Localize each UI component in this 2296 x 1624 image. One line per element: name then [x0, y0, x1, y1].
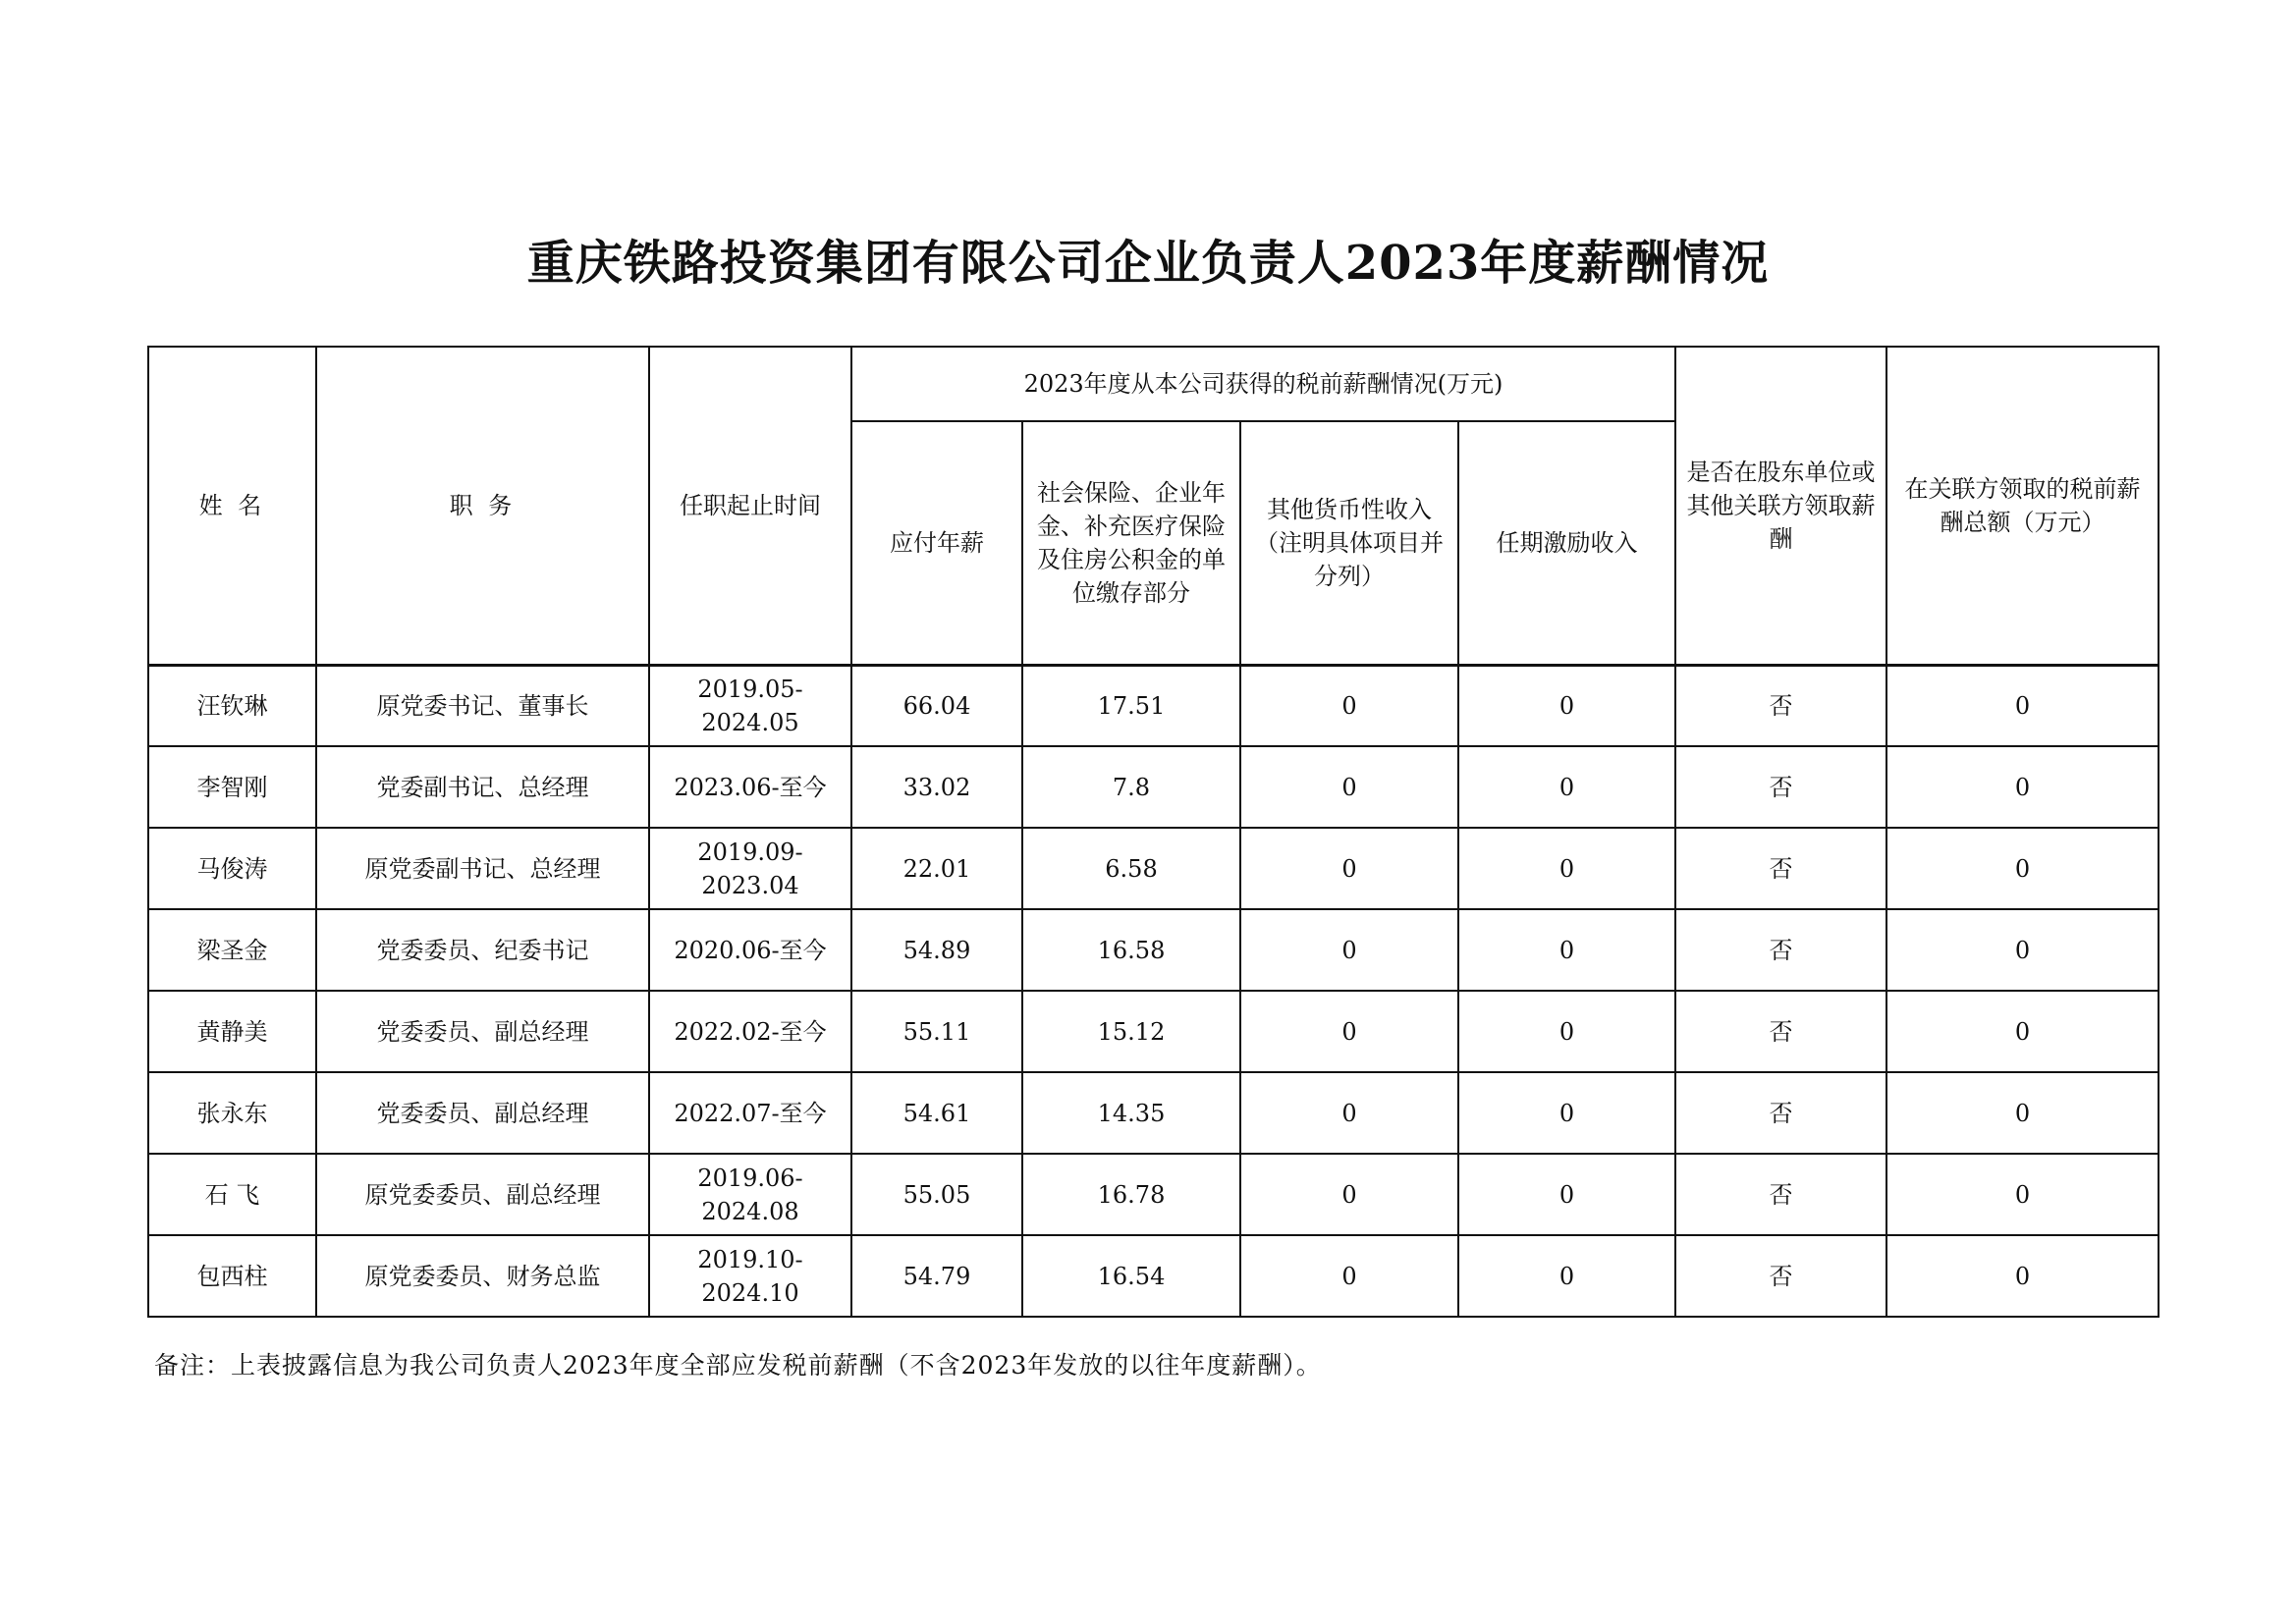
- header-incentive: 任期激励收入: [1458, 421, 1675, 665]
- cell-related-total: 0: [1886, 665, 2159, 746]
- cell-term: 2019.10-2024.10: [649, 1235, 851, 1317]
- cell-shareholder: 否: [1675, 828, 1886, 909]
- header-other-income: 其他货币性收入（注明具体项目并分列）: [1240, 421, 1458, 665]
- cell-other-income: 0: [1240, 1072, 1458, 1154]
- cell-insurance: 7.8: [1022, 746, 1240, 828]
- table-row: [148, 1072, 2159, 1154]
- cell-shareholder: 否: [1675, 1072, 1886, 1154]
- table-row: [148, 1154, 2159, 1235]
- cell-annual-salary: 66.04: [851, 665, 1022, 746]
- cell-related-total: 0: [1886, 1072, 2159, 1154]
- cell-shareholder: 否: [1675, 991, 1886, 1072]
- cell-incentive: 0: [1458, 909, 1675, 991]
- cell-other-income: 0: [1240, 991, 1458, 1072]
- cell-other-income: 0: [1240, 828, 1458, 909]
- header-name: 姓 名: [148, 347, 316, 665]
- cell-annual-salary: 55.11: [851, 991, 1022, 1072]
- cell-annual-salary: 54.61: [851, 1072, 1022, 1154]
- header-shareholder: 是否在股东单位或其他关联方领取薪酬: [1675, 347, 1886, 665]
- cell-related-total: 0: [1886, 909, 2159, 991]
- header-insurance: 社会保险、企业年金、补充医疗保险及住房公积金的单位缴存部分: [1022, 421, 1240, 665]
- cell-related-total: 0: [1886, 1235, 2159, 1317]
- cell-shareholder: 否: [1675, 1235, 1886, 1317]
- header-term: 任职起止时间: [649, 347, 851, 665]
- cell-name: 包西柱: [148, 1235, 316, 1317]
- cell-name: 石 飞: [148, 1154, 316, 1235]
- cell-insurance: 16.78: [1022, 1154, 1240, 1235]
- header-salary-group: 2023年度从本公司获得的税前薪酬情况(万元): [851, 347, 1675, 421]
- cell-term: 2019.09-2023.04: [649, 828, 851, 909]
- cell-annual-salary: 54.79: [851, 1235, 1022, 1317]
- cell-annual-salary: 33.02: [851, 746, 1022, 828]
- cell-other-income: 0: [1240, 1154, 1458, 1235]
- cell-position: 原党委委员、财务总监: [316, 1235, 649, 1317]
- cell-name: 汪钦琳: [148, 665, 316, 746]
- cell-incentive: 0: [1458, 665, 1675, 746]
- cell-term: 2022.02-至今: [649, 991, 851, 1072]
- cell-shareholder: 否: [1675, 665, 1886, 746]
- cell-incentive: 0: [1458, 1235, 1675, 1317]
- table-row: [148, 909, 2159, 991]
- cell-position: 党委委员、副总经理: [316, 991, 649, 1072]
- cell-other-income: 0: [1240, 909, 1458, 991]
- cell-name: 黄静美: [148, 991, 316, 1072]
- table-row: [148, 746, 2159, 828]
- header-related-total: 在关联方领取的税前薪酬总额（万元）: [1886, 347, 2159, 665]
- cell-position: 原党委副书记、总经理: [316, 828, 649, 909]
- salary-table: [147, 346, 2159, 1318]
- cell-incentive: 0: [1458, 991, 1675, 1072]
- cell-position: 党委委员、纪委书记: [316, 909, 649, 991]
- cell-name: 马俊涛: [148, 828, 316, 909]
- cell-name: 张永东: [148, 1072, 316, 1154]
- cell-insurance: 14.35: [1022, 1072, 1240, 1154]
- cell-term: 2019.05-2024.05: [649, 665, 851, 746]
- cell-incentive: 0: [1458, 1154, 1675, 1235]
- cell-insurance: 16.54: [1022, 1235, 1240, 1317]
- header-position: 职 务: [316, 347, 649, 665]
- table-row: [148, 828, 2159, 909]
- page-title: 重庆铁路投资集团有限公司企业负责人2023年度薪酬情况: [526, 236, 1770, 291]
- cell-incentive: 0: [1458, 746, 1675, 828]
- cell-name: 梁圣金: [148, 909, 316, 991]
- cell-term: 2019.06-2024.08: [649, 1154, 851, 1235]
- cell-insurance: 15.12: [1022, 991, 1240, 1072]
- cell-annual-salary: 54.89: [851, 909, 1022, 991]
- cell-insurance: 6.58: [1022, 828, 1240, 909]
- cell-annual-salary: 55.05: [851, 1154, 1022, 1235]
- cell-other-income: 0: [1240, 665, 1458, 746]
- cell-position: 原党委书记、董事长: [316, 665, 649, 746]
- cell-incentive: 0: [1458, 828, 1675, 909]
- cell-related-total: 0: [1886, 1154, 2159, 1235]
- cell-term: 2022.07-至今: [649, 1072, 851, 1154]
- cell-shareholder: 否: [1675, 1154, 1886, 1235]
- cell-term: 2020.06-至今: [649, 909, 851, 991]
- cell-related-total: 0: [1886, 828, 2159, 909]
- cell-insurance: 16.58: [1022, 909, 1240, 991]
- cell-other-income: 0: [1240, 746, 1458, 828]
- cell-incentive: 0: [1458, 1072, 1675, 1154]
- table-row: [148, 1235, 2159, 1317]
- cell-position: 原党委委员、副总经理: [316, 1154, 649, 1235]
- cell-other-income: 0: [1240, 1235, 1458, 1317]
- cell-shareholder: 否: [1675, 909, 1886, 991]
- header-annual-salary: 应付年薪: [851, 421, 1022, 665]
- cell-related-total: 0: [1886, 746, 2159, 828]
- table-row: [148, 665, 2159, 746]
- cell-term: 2023.06-至今: [649, 746, 851, 828]
- table-row: [148, 991, 2159, 1072]
- cell-annual-salary: 22.01: [851, 828, 1022, 909]
- cell-insurance: 17.51: [1022, 665, 1240, 746]
- cell-related-total: 0: [1886, 991, 2159, 1072]
- cell-name: 李智刚: [148, 746, 316, 828]
- cell-position: 党委委员、副总经理: [316, 1072, 649, 1154]
- cell-position: 党委副书记、总经理: [316, 746, 649, 828]
- cell-shareholder: 否: [1675, 746, 1886, 828]
- footnote: 备注：上表披露信息为我公司负责人2023年度全部应发税前薪酬（不含2023年发放的以往年度薪酬）。: [154, 1351, 1322, 1380]
- header-row-top: [148, 347, 2159, 421]
